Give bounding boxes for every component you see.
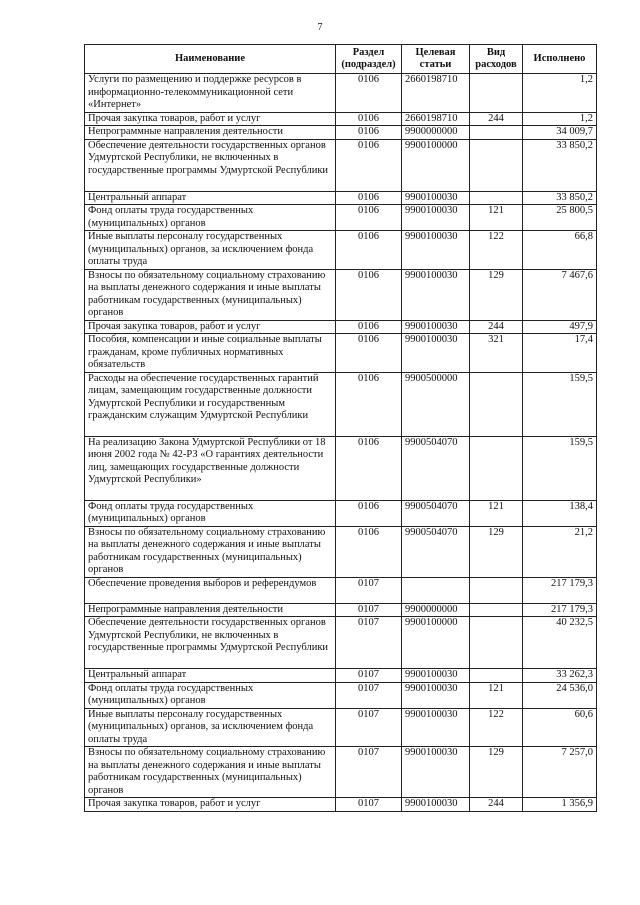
- row-type-cell: 122: [470, 231, 523, 270]
- row-type-cell: 121: [470, 682, 523, 708]
- row-name-cell: Фонд оплаты труда государственных (муниципальных) органов: [85, 500, 336, 526]
- table-row: [85, 617, 597, 669]
- column-header-name: Наименование: [85, 45, 336, 74]
- row-section-cell: 0106: [336, 191, 402, 205]
- row-section-cell: 0106: [336, 112, 402, 126]
- row-executed-cell: 159,5: [523, 436, 597, 500]
- table-row: [85, 669, 597, 683]
- row-section-cell: 0106: [336, 205, 402, 231]
- row-executed-cell: 138,4: [523, 500, 597, 526]
- row-type-cell: 129: [470, 269, 523, 320]
- row-code-cell: 9900100000: [402, 139, 470, 191]
- row-name-cell: На реализацию Закона Удмуртской Республики от 18 июня 2002 года № 42-РЗ «О гарантиях деятельности лиц, замещающих государственные должности Удмуртской Республики»: [85, 436, 336, 500]
- row-name-cell: Иные выплаты персоналу государственных (муниципальных) органов, за исключением фонда оплаты труда: [85, 708, 336, 747]
- table-row: [85, 334, 597, 373]
- row-code-cell: 9900100030: [402, 205, 470, 231]
- row-code-cell: 9900100030: [402, 231, 470, 270]
- column-header-code: Целевая статьи: [402, 45, 470, 74]
- row-name-cell: Иные выплаты персоналу государственных (муниципальных) органов, за исключением фонда оплаты труда: [85, 231, 336, 270]
- table-row: [85, 682, 597, 708]
- row-executed-cell: 33 850,2: [523, 191, 597, 205]
- row-name-cell: Непрограммные направления деятельности: [85, 603, 336, 617]
- row-code-cell: 9900000000: [402, 126, 470, 140]
- row-type-cell: 129: [470, 747, 523, 798]
- row-executed-cell: 159,5: [523, 372, 597, 436]
- row-executed-cell: 34 009,7: [523, 126, 597, 140]
- row-name-cell: Фонд оплаты труда государственных (муниципальных) органов: [85, 205, 336, 231]
- row-executed-cell: 66,8: [523, 231, 597, 270]
- row-type-cell: [470, 669, 523, 683]
- row-executed-cell: 33 262,3: [523, 669, 597, 683]
- row-section-cell: 0107: [336, 603, 402, 617]
- row-code-cell: 2660198710: [402, 74, 470, 113]
- row-executed-cell: 40 232,5: [523, 617, 597, 669]
- row-code-cell: 9900100030: [402, 334, 470, 373]
- row-code-cell: 9900504070: [402, 500, 470, 526]
- row-code-cell: 9900504070: [402, 436, 470, 500]
- row-section-cell: 0106: [336, 526, 402, 577]
- table-header-row: [85, 45, 597, 74]
- table-row: [85, 577, 597, 603]
- table-body: [85, 74, 597, 812]
- row-code-cell: 9900100000: [402, 617, 470, 669]
- row-executed-cell: 217 179,3: [523, 577, 597, 603]
- row-type-cell: [470, 139, 523, 191]
- row-name-cell: Обеспечение проведения выборов и референдумов: [85, 577, 336, 603]
- row-executed-cell: 7 257,0: [523, 747, 597, 798]
- table-row: [85, 139, 597, 191]
- row-section-cell: 0106: [336, 126, 402, 140]
- row-executed-cell: 497,9: [523, 320, 597, 334]
- table-row: [85, 708, 597, 747]
- row-section-cell: 0106: [336, 334, 402, 373]
- row-executed-cell: 21,2: [523, 526, 597, 577]
- table-row: [85, 500, 597, 526]
- row-code-cell: 9900504070: [402, 526, 470, 577]
- row-type-cell: [470, 191, 523, 205]
- table-row: [85, 526, 597, 577]
- row-code-cell: 9900100030: [402, 747, 470, 798]
- row-name-cell: Услуги по размещению и поддержке ресурсов в информационно-телекоммуникационной сети «Интернет»: [85, 74, 336, 113]
- row-name-cell: Обеспечение деятельности государственных органов Удмуртской Республики, не включенных в государственные программы Удмуртской Республики: [85, 139, 336, 191]
- table-row: [85, 191, 597, 205]
- row-section-cell: 0107: [336, 708, 402, 747]
- row-type-cell: 122: [470, 708, 523, 747]
- row-type-cell: 244: [470, 798, 523, 812]
- table-row: [85, 112, 597, 126]
- row-section-cell: 0107: [336, 798, 402, 812]
- row-name-cell: Обеспечение деятельности государственных органов Удмуртской Республики, не включенных в государственные программы Удмуртской Республики: [85, 617, 336, 669]
- table-row: [85, 205, 597, 231]
- table-row: [85, 74, 597, 113]
- table-row: [85, 747, 597, 798]
- row-executed-cell: 217 179,3: [523, 603, 597, 617]
- row-code-cell: 9900100030: [402, 682, 470, 708]
- row-type-cell: [470, 617, 523, 669]
- row-type-cell: 121: [470, 205, 523, 231]
- row-code-cell: 9900100030: [402, 669, 470, 683]
- row-name-cell: Взносы по обязательному социальному страхованию на выплаты денежного содержания и иные выплаты работникам государственных (муниципальных) органов: [85, 526, 336, 577]
- row-section-cell: 0107: [336, 747, 402, 798]
- row-executed-cell: 17,4: [523, 334, 597, 373]
- row-code-cell: 9900000000: [402, 603, 470, 617]
- row-name-cell: Расходы на обеспечение государственных гарантий лицам, замещающим государственные должности Удмуртской Республики и государственным гражданским служащим Удмуртской Республики: [85, 372, 336, 436]
- column-header-section: Раздел (подраздел): [336, 45, 402, 74]
- row-section-cell: 0106: [336, 269, 402, 320]
- row-section-cell: 0106: [336, 500, 402, 526]
- table-row: [85, 372, 597, 436]
- row-section-cell: 0107: [336, 682, 402, 708]
- table-row: [85, 603, 597, 617]
- row-type-cell: [470, 603, 523, 617]
- row-name-cell: Прочая закупка товаров, работ и услуг: [85, 798, 336, 812]
- row-name-cell: Центральный аппарат: [85, 191, 336, 205]
- row-section-cell: 0106: [336, 320, 402, 334]
- row-name-cell: Пособия, компенсации и иные социальные выплаты гражданам, кроме публичных нормативных обязательств: [85, 334, 336, 373]
- table-row: [85, 269, 597, 320]
- row-section-cell: 0106: [336, 372, 402, 436]
- row-code-cell: [402, 577, 470, 603]
- row-name-cell: Прочая закупка товаров, работ и услуг: [85, 320, 336, 334]
- row-name-cell: Взносы по обязательному социальному страхованию на выплаты денежного содержания и иные выплаты работникам государственных (муниципальных) органов: [85, 747, 336, 798]
- row-type-cell: 321: [470, 334, 523, 373]
- table-row: [85, 126, 597, 140]
- row-executed-cell: 1,2: [523, 74, 597, 113]
- row-code-cell: 9900100030: [402, 191, 470, 205]
- row-section-cell: 0106: [336, 74, 402, 113]
- row-code-cell: 2660198710: [402, 112, 470, 126]
- table-row: [85, 231, 597, 270]
- row-name-cell: Фонд оплаты труда государственных (муниципальных) органов: [85, 682, 336, 708]
- row-type-cell: 121: [470, 500, 523, 526]
- row-type-cell: 244: [470, 112, 523, 126]
- row-type-cell: 129: [470, 526, 523, 577]
- row-name-cell: Прочая закупка товаров, работ и услуг: [85, 112, 336, 126]
- row-type-cell: 244: [470, 320, 523, 334]
- row-type-cell: [470, 436, 523, 500]
- column-header-executed: Исполнено: [523, 45, 597, 74]
- row-section-cell: 0106: [336, 231, 402, 270]
- row-executed-cell: 25 800,5: [523, 205, 597, 231]
- row-section-cell: 0107: [336, 577, 402, 603]
- row-code-cell: 9900100030: [402, 269, 470, 320]
- row-executed-cell: 1 356,9: [523, 798, 597, 812]
- row-section-cell: 0106: [336, 436, 402, 500]
- row-type-cell: [470, 126, 523, 140]
- row-section-cell: 0106: [336, 139, 402, 191]
- row-code-cell: 9900100030: [402, 320, 470, 334]
- page-number: 7: [317, 22, 323, 33]
- column-header-type: Вид расходов: [470, 45, 523, 74]
- row-name-cell: Центральный аппарат: [85, 669, 336, 683]
- row-name-cell: Взносы по обязательному социальному страхованию на выплаты денежного содержания и иные выплаты работникам государственных (муниципальных) органов: [85, 269, 336, 320]
- table-row: [85, 320, 597, 334]
- row-executed-cell: 7 467,6: [523, 269, 597, 320]
- row-section-cell: 0107: [336, 617, 402, 669]
- row-code-cell: 9900100030: [402, 708, 470, 747]
- row-name-cell: Непрограммные направления деятельности: [85, 126, 336, 140]
- row-type-cell: [470, 577, 523, 603]
- row-executed-cell: 33 850,2: [523, 139, 597, 191]
- row-type-cell: [470, 74, 523, 113]
- row-code-cell: 9900100030: [402, 798, 470, 812]
- budget-table: [84, 44, 597, 812]
- row-executed-cell: 24 536,0: [523, 682, 597, 708]
- row-code-cell: 9900500000: [402, 372, 470, 436]
- row-executed-cell: 60,6: [523, 708, 597, 747]
- table-row: [85, 436, 597, 500]
- row-type-cell: [470, 372, 523, 436]
- row-executed-cell: 1,2: [523, 112, 597, 126]
- row-section-cell: 0107: [336, 669, 402, 683]
- table-row: [85, 798, 597, 812]
